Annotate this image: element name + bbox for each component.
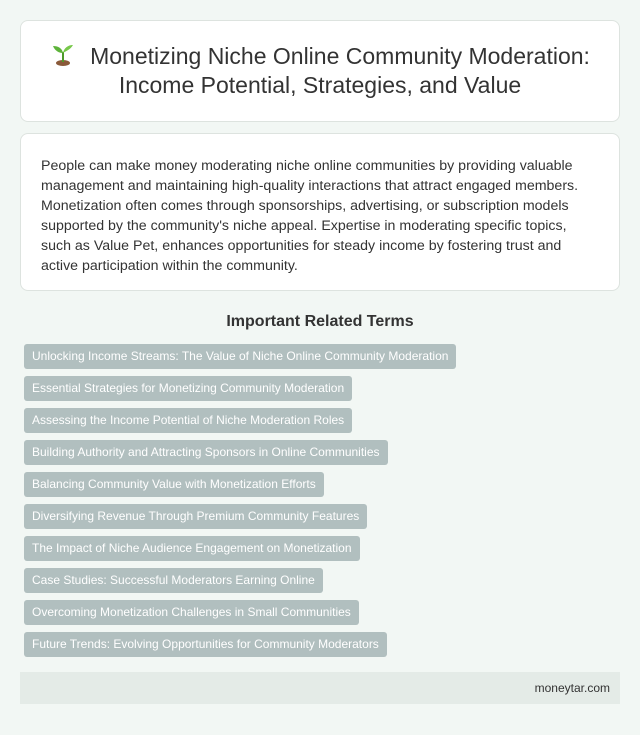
list-item xyxy=(24,600,620,632)
list-item xyxy=(24,568,620,600)
related-term-link[interactable]: Assessing the Income Potential of Niche Moderation Roles xyxy=(24,408,352,433)
intro-card xyxy=(20,133,620,291)
list-item xyxy=(24,376,620,408)
related-term-link[interactable]: Unlocking Income Streams: The Value of Niche Online Community Moderation xyxy=(24,344,456,369)
related-term-link[interactable]: Essential Strategies for Monetizing Community Moderation xyxy=(24,376,352,401)
related-terms-list xyxy=(24,344,620,664)
list-item xyxy=(24,504,620,536)
list-item xyxy=(24,472,620,504)
list-item xyxy=(24,536,620,568)
list-item xyxy=(24,632,620,664)
page-title xyxy=(41,42,599,100)
title-card xyxy=(20,20,620,122)
list-item xyxy=(24,344,620,376)
list-item xyxy=(24,440,620,472)
related-term-link[interactable]: Diversifying Revenue Through Premium Community Features xyxy=(24,504,367,529)
related-term-link[interactable]: Case Studies: Successful Moderators Earning Online xyxy=(24,568,323,593)
related-term-link[interactable]: Balancing Community Value with Monetization Efforts xyxy=(24,472,324,497)
related-term-link[interactable]: Future Trends: Evolving Opportunities for Community Moderators xyxy=(24,632,387,657)
related-term-link[interactable]: The Impact of Niche Audience Engagement on Monetization xyxy=(24,536,360,561)
page-title-text: Monetizing Niche Online Community Moderation: Income Potential, Strategies, and Value xyxy=(90,43,590,98)
footer-site-name[interactable]: moneytar.com xyxy=(534,681,610,695)
related-term-link[interactable]: Overcoming Monetization Challenges in Small Communities xyxy=(24,600,359,625)
list-item xyxy=(24,408,620,440)
related-term-link[interactable]: Building Authority and Attracting Sponsors in Online Communities xyxy=(24,440,388,465)
intro-paragraph: People can make money moderating niche online communities by providing valuable management and maintaining high-quality interactions that attract engaged members. Monetization often comes through sponsorships, advertising, or subscription models supported by the community's niche appeal. Expertise in moderating specific topics, such as Value Pet, enhances opportunities for steady income by fostering trust and active participation within the community. xyxy=(41,158,579,274)
sprout-icon xyxy=(50,42,76,66)
footer xyxy=(20,672,620,704)
related-terms-heading: Important Related Terms xyxy=(226,313,414,330)
